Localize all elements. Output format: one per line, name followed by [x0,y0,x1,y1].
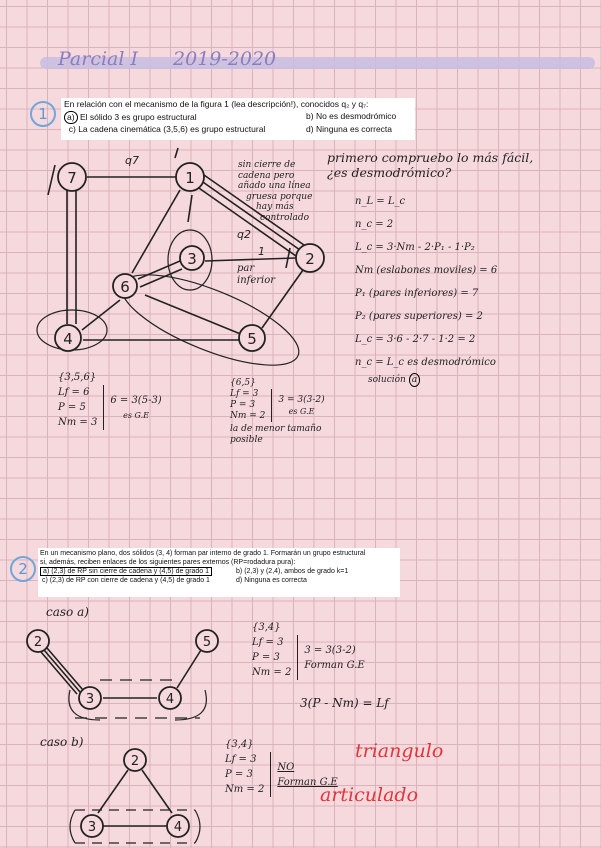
svg-text:4: 4 [165,692,175,707]
question-1-row-2 [64,124,412,136]
node-2-label: 2 [305,250,315,268]
q2-option-d-letter: d) [236,577,243,584]
title-text: Parcial I [58,48,139,70]
caso-b-diagram [60,745,210,848]
q1-option-a: El sólido 3 es grupo estructural [79,111,197,122]
svg-text:3: 3 [85,692,95,707]
title-year: 2019-2020 [173,48,277,70]
question-2-prompt-2: si, además, reciben enlaces de los siguientes pares externos (RP=rodadura pura): [40,559,296,566]
caso-b-red-note-2: articulado [320,784,419,806]
caso-b-red-note-1: triangulo [355,740,444,762]
question-1-row-1 [64,111,412,125]
q2-option-b: (2,3) y (2,4), ambos de grado k=1 [244,568,349,575]
q1-option-b-letter: b) [306,110,314,121]
question-1-prompt: En relación con el mecanismo de la figura 1 (lea descripción!), conocidos q₂ y q₇: [64,99,369,109]
node-3-label: 3 [187,250,197,268]
page-title [58,48,276,70]
svg-text:3: 3 [87,820,97,835]
question-2-row-1 [40,567,398,576]
q1-option-d: Ninguna es correcta [315,124,393,134]
q2-option-a: (2,3) de RP sin cierre de cadena y (4,5) de grado 1 [51,568,210,575]
svg-text:4: 4 [173,820,183,835]
label-1: 1 [258,245,265,258]
node-6-label: 6 [120,278,130,296]
caso-b-work: {3,4} Lf = 3 P = 3 Nm = 2 NO Forman G.E [225,739,338,795]
note-sin-cierre: sin cierre de cadena pero añado una línea gruesa porque hay más controlado [238,160,313,223]
caso-a-diagram [15,620,235,730]
question-1-number: 1 [30,101,56,127]
svg-text:2: 2 [130,754,140,769]
caso-a-label: caso a) [46,605,89,619]
node-5-label: 5 [247,330,257,348]
q2-option-c: (2,3) de RP con cierre de cadena y (4,5) de grado 1 [49,577,210,584]
q1-solution-letter: a [409,373,420,387]
node-4-label: 4 [63,330,73,348]
svg-text:2: 2 [33,635,43,650]
q1-work-intro: primero compruebo lo más fácil, ¿es desmodrómico? [327,150,534,180]
q1-option-a-letter: a) [64,111,78,125]
question-1-box [61,98,415,140]
q2-option-b-letter: b) [236,568,243,575]
q2-option-c-letter: c) [41,577,48,584]
q2-option-d: Ninguna es correcta [244,577,307,584]
q1-work-formulas: n_L = L_c n_c = 2 L_c = 3·Nm - 2·P₁ - 1·P₂ Nm (eslabones moviles) = 6 P₁ (pares inferiores) = 7 P₂ (pares superiores) = 2 L_c = 3·6 - 2·7 - 1·2 = 2 n_c = L_c es desmodrómico [355,196,498,368]
label-q2: q2 [237,228,251,241]
q1-option-c-letter: c) [68,124,76,134]
q1-option-b: No es desmodrómico [315,110,397,121]
q1-group-b: {6,5} Lf = 3 P = 3 Nm = 2 3 = 3(3-2) es G.E la de menor tamaño posible [230,378,325,445]
caso-a-formula: 3(P - Nm) = Lf [300,696,389,710]
question-2-box [38,548,400,597]
q2-option-a-letter: a) [43,568,50,575]
label-q7: q7 [125,154,139,167]
q1-option-d-letter: d) [306,124,314,134]
q1-solution: solución a [368,373,420,387]
caso-a-work: {3,4} Lf = 3 P = 3 Nm = 2 3 = 3(3-2) Forman G.E [252,622,365,678]
node-7-label: 7 [67,169,77,187]
question-2-row-2 [40,576,398,585]
note-par-inferior: par inferior [237,263,276,286]
question-2-number: 2 [10,556,36,582]
q1-option-c: La cadena cinemática (3,5,6) es grupo estructural [78,124,266,134]
question-2-prompt-1: En un mecanismo plano, dos sólidos (3, 4) forman par interno de grado 1. Formarán un grupo estructural [40,550,366,557]
caso-b-label: caso b) [40,735,84,749]
q1-group-a: {3,5,6} Lf = 6 P = 5 Nm = 3 6 = 3(5-3) es G.E [58,372,162,428]
node-1-label: 1 [185,169,195,187]
svg-text:5: 5 [202,635,212,650]
